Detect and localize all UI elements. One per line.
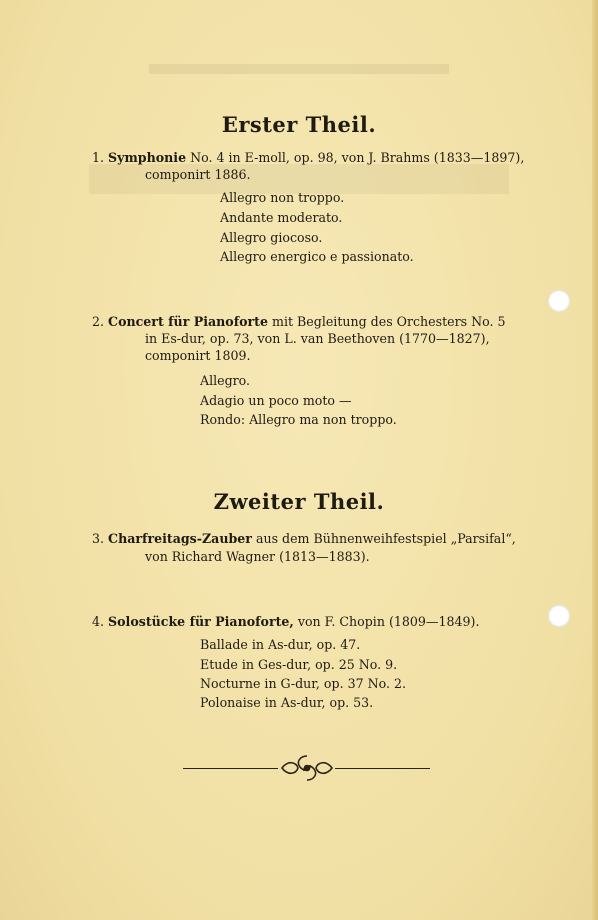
item-1-movement: Andante moderato. <box>220 210 343 225</box>
item-4-movement: Polonaise in As-dur, op. 53. <box>200 695 374 710</box>
item-1-title: Symphonie <box>108 150 187 165</box>
item-2-number: 2. <box>92 314 105 329</box>
bleed-through-texture <box>0 58 598 80</box>
item-1-number: 1. <box>92 150 105 165</box>
item-4-number: 4. <box>92 614 105 629</box>
item-2-continuation: in Es-dur, op. 73, von L. van Beethoven (1770—1827), <box>145 331 490 346</box>
punch-hole <box>548 605 570 627</box>
ornament-rule-right <box>335 768 430 769</box>
item-2-continuation: componirt 1809. <box>145 348 251 363</box>
item-3-description: aus dem Bühnenweihfestspiel „Parsifal“, <box>255 531 516 546</box>
part1-heading: Erster Theil. <box>221 112 377 137</box>
item-3-continuation: von Richard Wagner (1813—1883). <box>145 549 370 564</box>
item-3-line <box>92 530 516 548</box>
item-2-description: mit Begleitung des Orchesters No. 5 <box>272 314 506 329</box>
item-4-title: Solostücke für Pianoforte, <box>108 614 294 629</box>
item-1-line <box>92 149 524 167</box>
decorative-scroll-ornament <box>278 752 336 784</box>
item-1-description: No. 4 in E-moll, op. 98, von J. Brahms (1833—1897), <box>190 150 525 165</box>
page-edge <box>592 0 598 920</box>
item-3-number: 3. <box>92 531 105 546</box>
item-4-line <box>92 613 479 631</box>
item-3-title: Charfreitags-Zauber <box>108 531 252 546</box>
item-4-movement: Ballade in As-dur, op. 47. <box>200 637 361 652</box>
item-2-line <box>92 313 505 331</box>
part2-heading: Zweiter Theil. <box>213 489 385 514</box>
item-2-movement: Allegro. <box>200 373 251 388</box>
item-1-movement: Allegro energico e passionato. <box>220 249 414 264</box>
item-1-continuation: componirt 1886. <box>145 167 251 182</box>
item-1-movement: Allegro non troppo. <box>220 190 345 205</box>
item-2-title: Concert für Pianoforte <box>108 314 268 329</box>
ornament-rule-left <box>183 768 278 769</box>
item-4-movement: Etude in Ges-dur, op. 25 No. 9. <box>200 657 398 672</box>
item-4-movement: Nocturne in G-dur, op. 37 No. 2. <box>200 676 407 691</box>
item-2-movement: Rondo: Allegro ma non troppo. <box>200 412 397 427</box>
item-1-movement: Allegro giocoso. <box>220 230 323 245</box>
item-4-description: von F. Chopin (1809—1849). <box>297 614 480 629</box>
item-2-movement: Adagio un poco moto — <box>200 393 352 408</box>
punch-hole <box>548 290 570 312</box>
